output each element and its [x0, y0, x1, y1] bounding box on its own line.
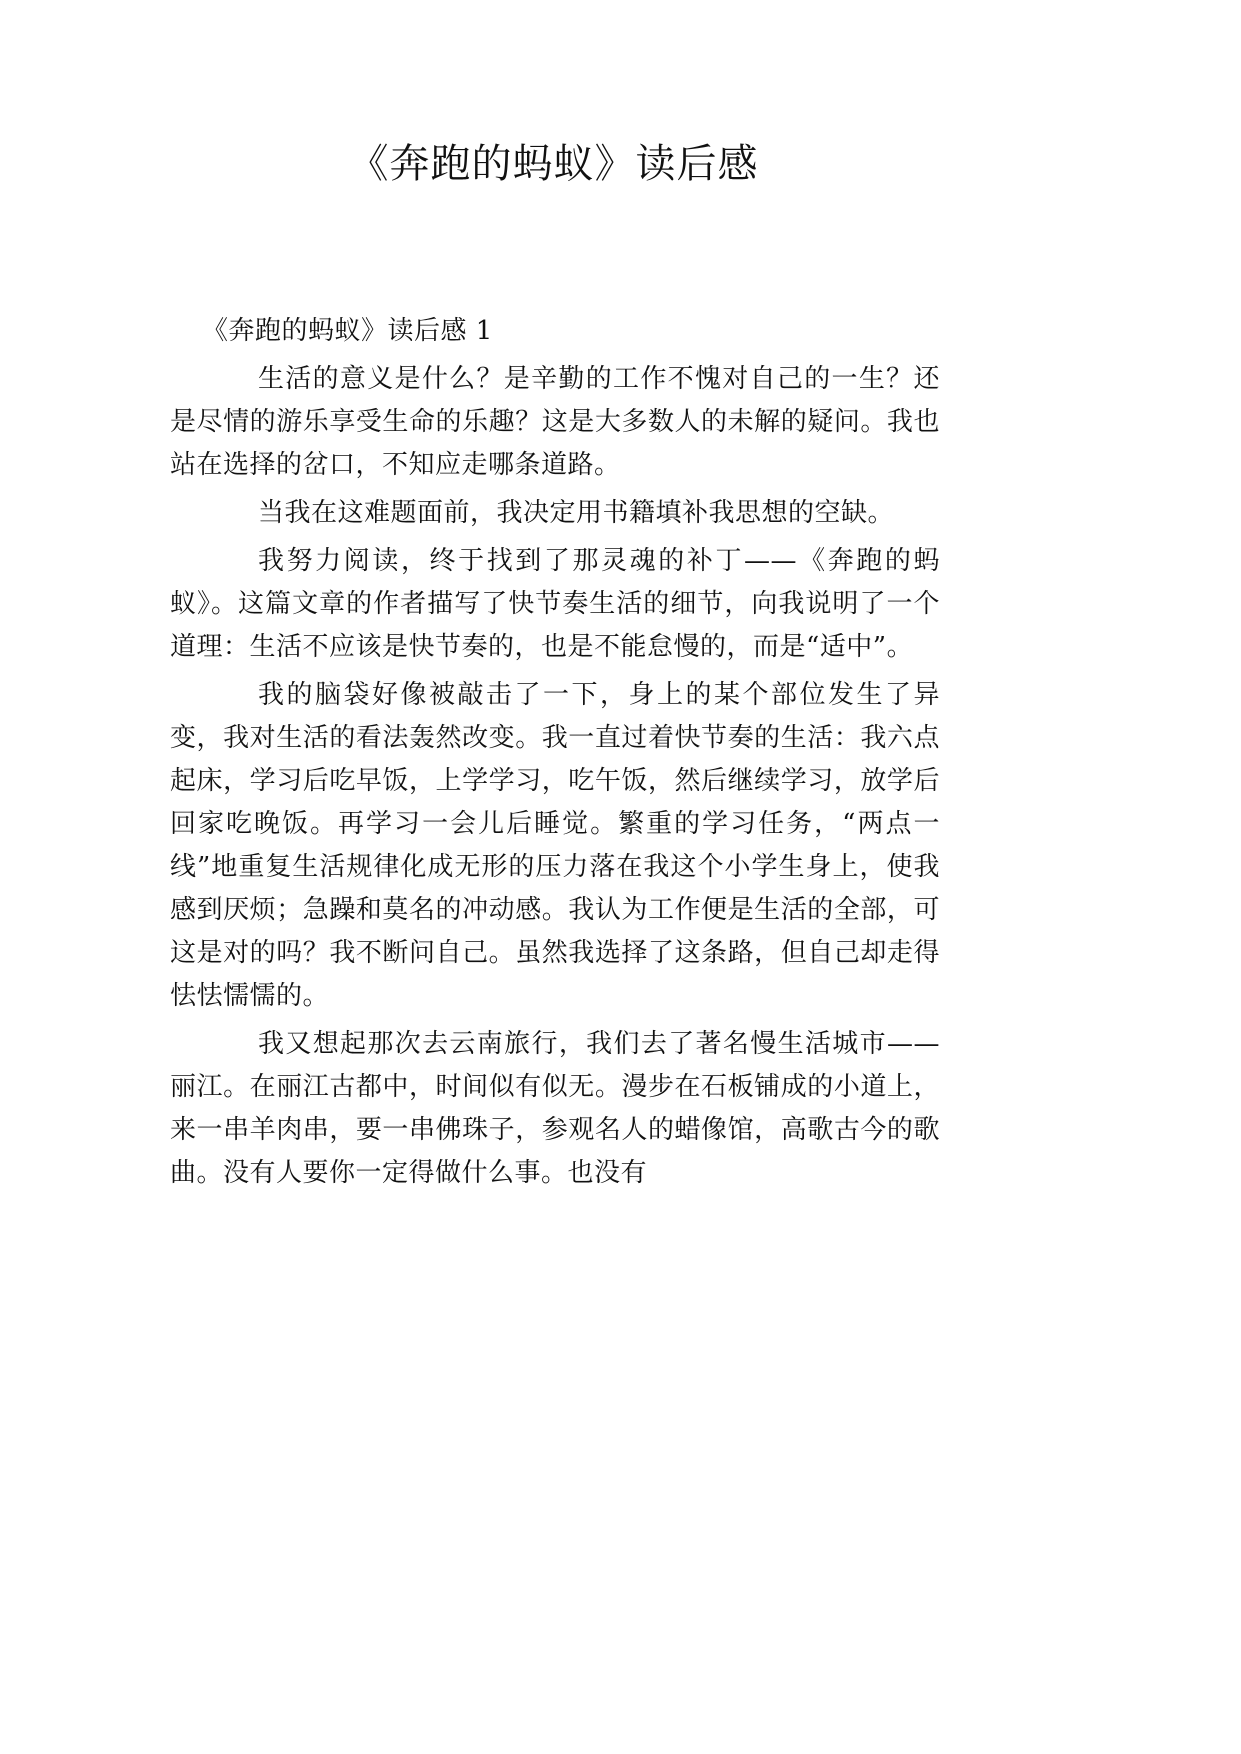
document-title: 《奔跑的蚂蚁》读后感	[348, 141, 759, 187]
paragraph-3: 我努力阅读，终于找到了那灵魂的补丁——《奔跑的蚂蚁》。这篇文章的作者描写了快节奏生活的细节，向我说明了一个道理：生活不应该是快节奏的，也是不能怠慢的，而是“适中”。	[170, 546, 940, 662]
paragraph-2: 当我在这难题面前，我决定用书籍填补我思想的空缺。	[258, 498, 895, 528]
paragraph-4: 我的脑袋好像被敲击了一下，身上的某个部位发生了异变，我对生活的看法轰然改变。我一直过着快节奏的生活：我六点起床，学习后吃早饭，上学学习，吃午饭，然后继续学习，放学后回家吃晚饭。再学习一会儿后睡觉。繁重的学习任务，“两点一线”地重复生活规律化成无形的压力落在我这个小学生身上，使我感到厌烦；急躁和莫名的冲动感。我认为工作便是生活的全部，可这是对的吗？我不断问自己。虽然我选择了这条路，但自己却走得怯怯懦懦的。	[170, 680, 940, 1011]
document-body	[170, 310, 940, 1200]
section-heading: 《奔跑的蚂蚁》读后感 1	[202, 316, 493, 346]
paragraph-1: 生活的意义是什么？是辛勤的工作不愧对自己的一生？还是尽情的游乐享受生命的乐趣？这是大多数人的未解的疑问。我也站在选择的岔口，不知应走哪条道路。	[170, 364, 940, 480]
paragraph-5: 我又想起那次去云南旅行，我们去了著名慢生活城市——丽江。在丽江古都中，时间似有似无。漫步在石板铺成的小道上，来一串羊肉串，要一串佛珠子，参观名人的蜡像馆，高歌古今的歌曲。没有人要你一定得做什么事。也没有	[170, 1029, 940, 1188]
